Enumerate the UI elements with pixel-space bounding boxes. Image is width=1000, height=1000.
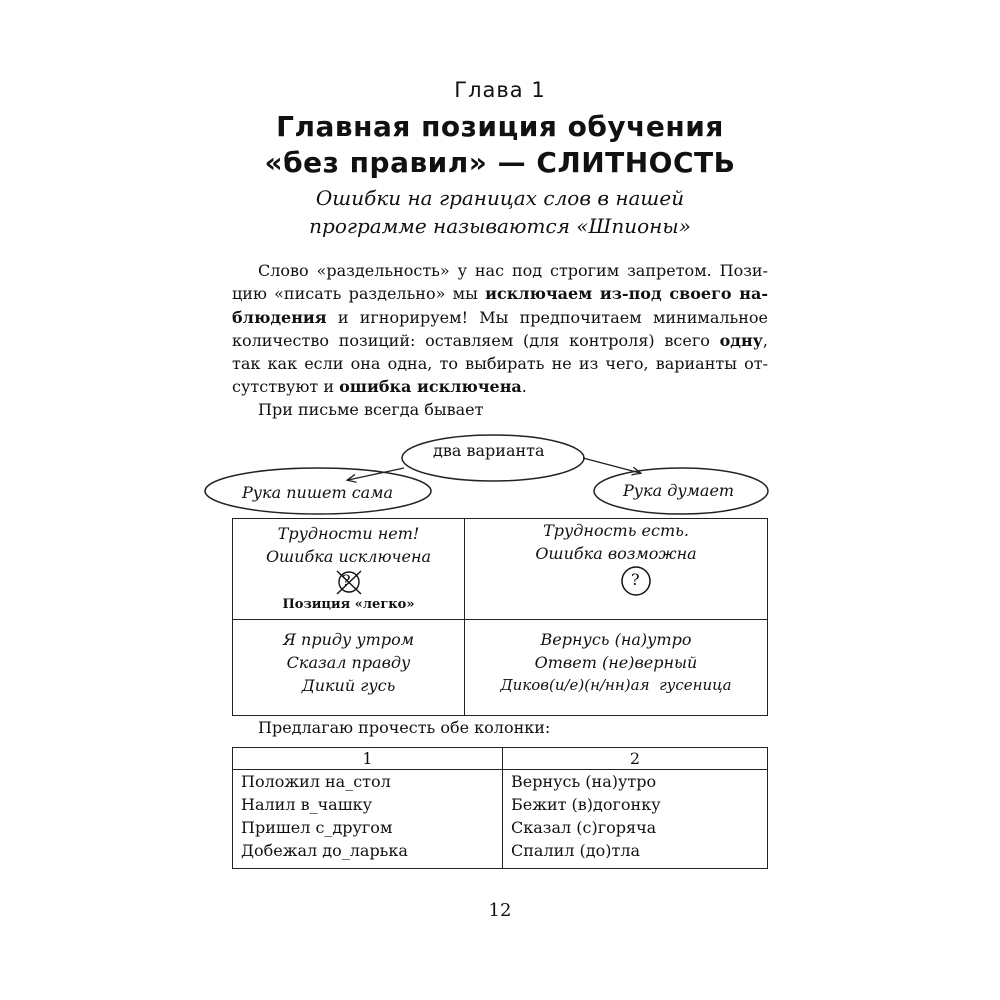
list-item: Положил на_стол	[241, 772, 391, 791]
oval-label-right: Рука думает	[623, 481, 735, 500]
cell-text: Ошибка возможна	[535, 544, 697, 563]
paragraph-line: При письме всегда бывает	[258, 400, 484, 419]
page-number: 12	[488, 900, 512, 921]
arrow-left	[348, 468, 404, 480]
table-cell	[465, 519, 768, 620]
table-row	[233, 770, 768, 869]
question-mark: ?	[342, 571, 351, 590]
oval-label-top: два варианта	[433, 441, 545, 460]
bold-text: исключаем из-под своего на-	[485, 284, 769, 304]
table-cell	[503, 770, 768, 869]
list-item: Сказал (с)горяча	[511, 818, 657, 837]
bold-text: ошибка исключена	[339, 377, 522, 397]
text-run: количество позиций: оставляем (для контроля) всего	[232, 330, 720, 350]
subtitle-line-1: Ошибки на границах слов в нашей	[315, 186, 685, 210]
cell-text: Трудности нет!	[277, 524, 420, 543]
chapter-label: Глава 1	[454, 78, 546, 102]
list-item: Вернусь (на)утро	[511, 772, 657, 791]
table-cell	[233, 620, 465, 716]
table-cell	[465, 620, 768, 716]
list-item: Добежал до_ларька	[241, 841, 408, 860]
crossed-question-icon	[233, 568, 464, 595]
question-circle-icon	[465, 565, 767, 597]
list-item: Бежит (в)догонку	[511, 795, 661, 814]
paragraph-line	[232, 282, 768, 305]
oval-label-left: Рука пишет сама	[242, 483, 394, 502]
cell-text: Ответ (не)верный	[534, 653, 698, 672]
subtitle-line-2: программе называются «Шпионы»	[309, 214, 691, 238]
cell-text: Я приду утром	[283, 630, 414, 649]
text-run: .	[521, 377, 527, 397]
cell-text: Диков(и/е)(н/нн)ая гусеница	[500, 676, 732, 694]
bold-text: одну	[719, 330, 763, 350]
text-run: и игнорируем! Мы предпочитаем минимальное	[326, 307, 768, 327]
bold-text: блюдения	[232, 307, 327, 327]
cell-text: Трудность есть.	[543, 521, 689, 540]
list-item: Пришел с_другом	[241, 818, 393, 837]
list-item: Спалил (до)тла	[511, 841, 641, 860]
body-paragraph-1	[232, 259, 768, 399]
reading-table	[232, 747, 768, 869]
cell-text: Вернусь (на)утро	[540, 630, 692, 649]
paragraph-line: Слово «раздельность» у нас под строгим запретом. Пози-	[258, 261, 768, 280]
body-paragraph-2	[232, 398, 768, 421]
list-item: Налил в_чашку	[241, 795, 372, 814]
paragraph-line	[232, 306, 768, 329]
column-header: 1	[233, 748, 503, 770]
table-row	[233, 519, 768, 620]
text-run: цию «писать раздельно» мы	[232, 284, 486, 304]
chapter-title-line-1: Главная позиция обучения	[276, 110, 724, 143]
text-run: сутствуют и	[232, 377, 340, 397]
paragraph-line	[232, 375, 768, 398]
table-cell	[233, 519, 465, 620]
table-row	[233, 620, 768, 716]
table-cell	[233, 770, 503, 869]
paragraph-line: Предлагаю прочесть обе колонки:	[258, 718, 551, 737]
table-header-row	[233, 748, 768, 770]
comparison-table	[232, 518, 768, 716]
cell-caption: Позиция «легко»	[282, 597, 415, 612]
cell-text: Дикий гусь	[301, 676, 396, 695]
cell-text: Сказал правду	[286, 653, 411, 672]
chapter-title-line-2: «без правил» — СЛИТНОСТЬ	[264, 146, 736, 179]
paragraph-line: так как если она одна, то выбирать не из чего, варианты от-	[232, 354, 768, 374]
body-paragraph-3	[232, 716, 768, 739]
question-mark: ?	[631, 570, 640, 589]
cell-text: Ошибка исключена	[265, 547, 432, 566]
text-run: ,	[762, 330, 768, 350]
arrow-right	[583, 458, 640, 473]
paragraph-line	[232, 329, 768, 352]
column-header: 2	[503, 748, 768, 770]
